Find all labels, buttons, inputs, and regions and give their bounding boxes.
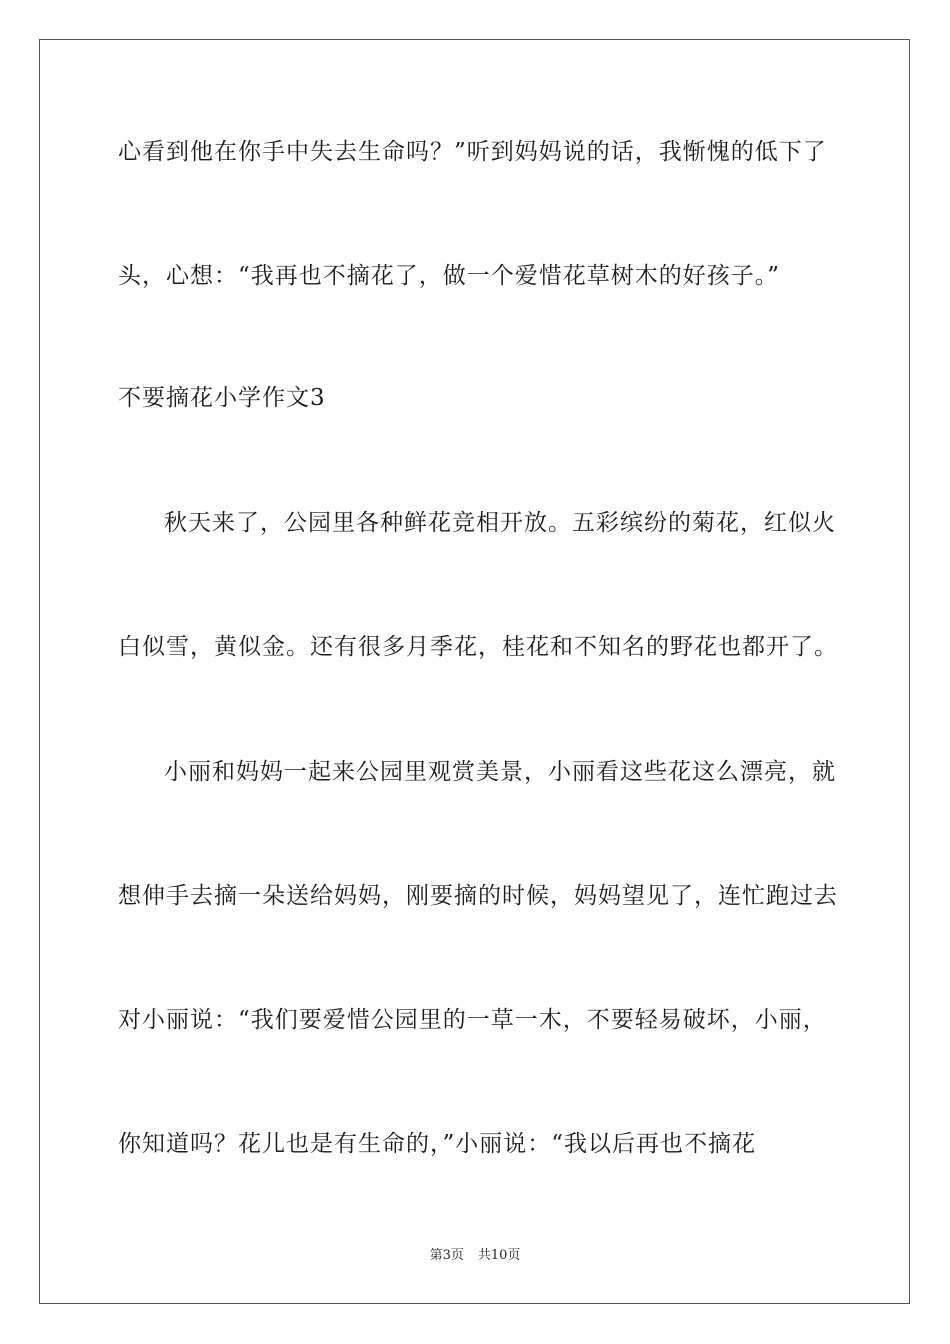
text-line-4: 白似雪，黄似金。还有很多月季花，桂花和不知名的野花也都开了。 <box>118 634 838 660</box>
text-line-2: 头，心想：“我再也不摘花了，做一个爱惜花草树木的好孩子。” <box>118 263 781 289</box>
page-border <box>39 39 910 1304</box>
text-line-3: 秋天来了，公园里各种鲜花竞相开放。五彩缤纷的菊花，红似火 <box>164 510 836 536</box>
section-heading: 不要摘花小学作文3 <box>118 385 326 411</box>
page-total: 共10页 <box>477 1248 521 1263</box>
text-line-1: 心看到他在你手中失去生命吗？”听到妈妈说的话，我惭愧的低下了 <box>118 139 827 165</box>
page-footer <box>0 1247 950 1265</box>
text-line-5: 小丽和妈妈一起来公园里观赏美景，小丽看这些花这么漂亮，就 <box>164 759 836 785</box>
page-number: 第3页 <box>429 1248 464 1263</box>
text-line-7: 对小丽说：“我们要爱惜公园里的一草一木，不要轻易破坏，小丽， <box>118 1007 827 1033</box>
text-line-8: 你知道吗？花儿也是有生命的，”小丽说：“我以后再也不摘花 <box>118 1131 757 1157</box>
text-line-6: 想伸手去摘一朵送给妈妈，刚要摘的时候，妈妈望见了，连忙跑过去 <box>118 883 838 909</box>
